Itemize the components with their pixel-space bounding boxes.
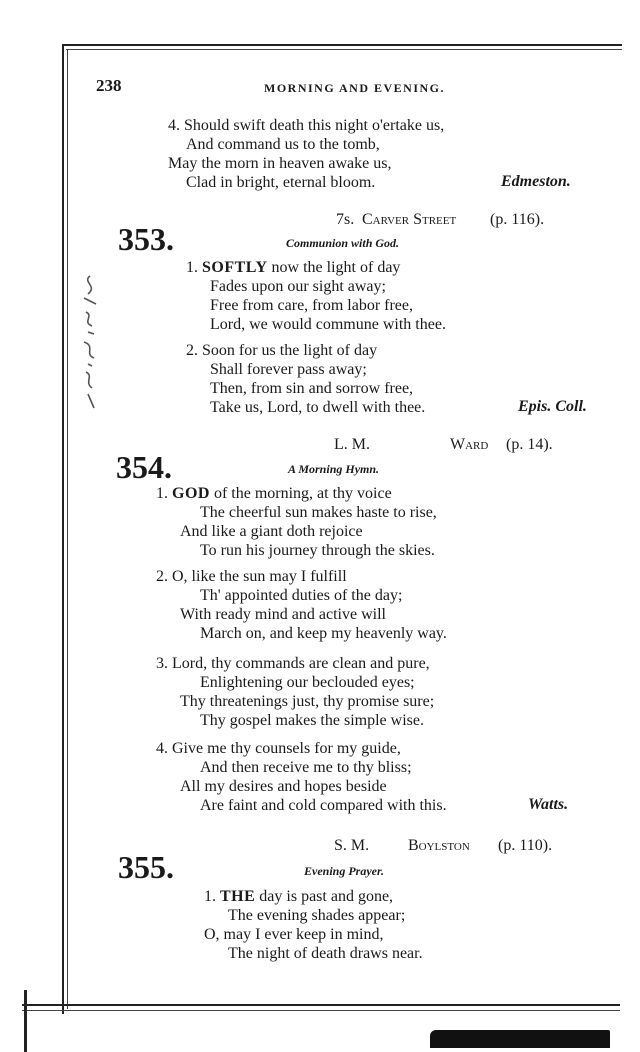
hymn-line: 2. O, like the sun may I fulfill [156,568,347,585]
hymn-line: 4. Should swift death this night o'ertake us, [168,117,445,134]
hymn-line: All my desires and hopes beside [180,778,387,795]
hymn-line: 4. Give me thy counsels for my guide, [156,740,401,757]
frame-rule-top-inner [66,49,622,50]
hymn-first-line [204,887,393,907]
first-line-rest: now the light of day [271,259,401,276]
hymn-tune-ref: (p. 14). [506,436,553,453]
hymn-line: 2. Soon for us the light of day [186,342,378,359]
hymn-line: Thy threatenings just, thy promise sure; [180,693,435,710]
ink-smudge [430,1030,610,1048]
stanza-number: 1. [204,888,216,905]
frame-rule-top [62,44,622,46]
hymn-line: Thy gospel makes the simple wise. [200,712,424,729]
hymn-line: Shall forever pass away; [210,361,367,378]
hymn-tune: Carver Street [362,211,457,228]
hymn-tune: Boylston [408,837,470,854]
first-word: THE [220,888,256,905]
hymn-line: Take us, Lord, to dwell with thee. [210,399,426,416]
hymn-line: To run his journey through the skies. [200,542,435,559]
page-number: 238 [96,76,122,95]
hymn-author: Edmeston. [501,173,571,190]
hymn-line: Th' appointed duties of the day; [200,587,403,604]
first-line-rest: day is past and gone, [259,888,394,905]
hymn-line: And then receive me to thy bliss; [200,759,412,776]
hymn-line: Then, from sin and sorrow free, [210,380,414,397]
stanza-number: 1. [156,485,168,502]
hymn-line: And like a giant doth rejoice [180,523,363,540]
hymn-tune: Ward [450,436,489,453]
frame-rule-left [62,44,64,1014]
running-head: MORNING AND EVENING. [264,81,446,95]
hymn-subtitle: Evening Prayer. [304,864,384,878]
hymn-line: O, may I ever keep in mind, [204,926,384,943]
first-word: GOD [172,485,210,502]
hymn-subtitle: Communion with God. [286,236,400,250]
hymn-meter: L. M. [334,436,370,453]
frame-rule-left-outer [24,990,27,1052]
hymn-line: With ready mind and active will [180,606,386,623]
hymn-line: Free from care, from labor free, [210,297,413,314]
frame-rule-bottom-inner [22,1010,620,1011]
frame-rule-left-inner [67,49,68,1009]
frame-rule-bottom [22,1004,620,1006]
hymn-line: May the morn in heaven awake us, [168,155,392,172]
hymn-line: 3. Lord, thy commands are clean and pure, [156,655,430,672]
stanza-number: 1. [186,259,198,276]
handwritten-margin-note [70,268,110,418]
hymn-number: 354. [116,449,172,485]
hymn-meter: 7s. [336,211,355,228]
hymn-line: Lord, we would commune with thee. [210,316,446,333]
hymn-line: Clad in bright, eternal bloom. [186,174,376,191]
hymn-line: March on, and keep my heavenly way. [200,625,447,642]
hymn-line: And command us to the tomb, [186,136,380,153]
first-line-rest: of the morning, at thy voice [213,485,392,502]
hymn-line: The night of death draws near. [228,945,423,962]
hymn-line: Enlightening our beclouded eyes; [200,674,415,691]
hymn-line: The cheerful sun makes haste to rise, [200,504,437,521]
hymn-number: 353. [118,221,174,257]
hymn-number: 355. [118,849,174,885]
first-word: SOFTLY [202,259,268,276]
hymn-line: Are faint and cold compared with this. [200,797,447,814]
hymn-first-line [186,258,400,278]
hymn-author: Epis. Coll. [518,398,587,415]
hymn-tune-ref: (p. 116). [490,211,545,228]
hymn-meter: S. M. [334,837,370,854]
hymn-first-line [156,484,392,504]
hymn-line: The evening shades appear; [228,907,406,924]
hymn-line: Fades upon our sight away; [210,278,386,295]
hymn-tune-ref: (p. 110). [498,837,553,854]
hymn-subtitle: A Morning Hymn. [288,462,380,476]
hymn-author: Watts. [528,796,569,813]
